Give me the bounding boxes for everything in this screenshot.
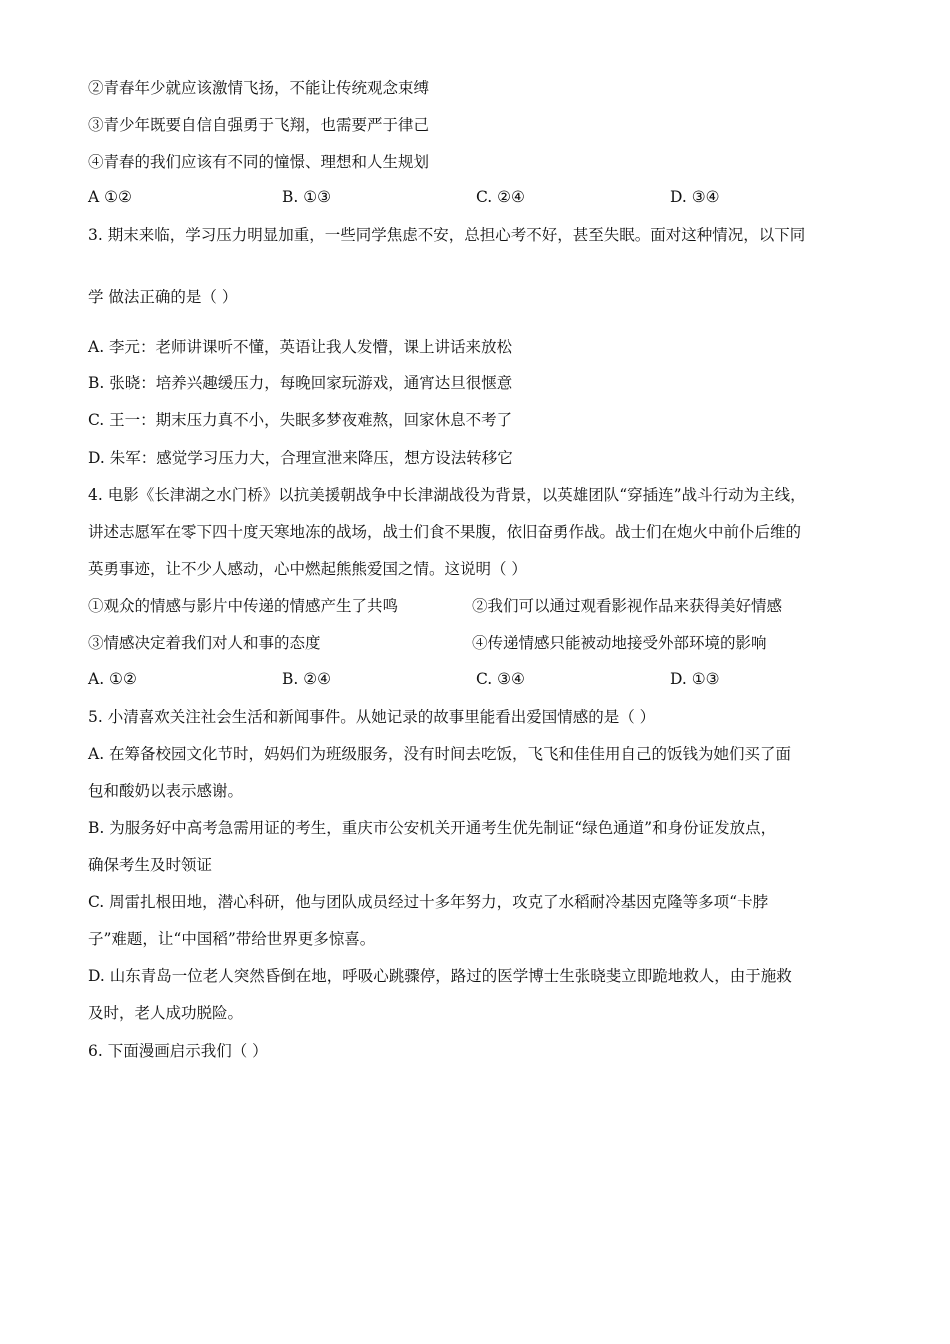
q5-option-b-line-2: 确保考生及时领证 [88, 856, 213, 874]
q5-stem: 5. 小清喜欢关注社会生活和新闻事件。从她记录的故事里能看出爱国情感的是（ ） [88, 708, 656, 726]
q3-option-b: B. 张晓：培养兴趣缓压力，每晚回家玩游戏，通宵达旦很惬意 [88, 374, 513, 392]
q4-option-d: D. ①③ [670, 670, 720, 688]
q4-item-2: ②我们可以通过观看影视作品来获得美好情感 [472, 597, 783, 615]
q5-option-d-line-1: D. 山东青岛一位老人突然昏倒在地，呼吸心跳骤停，路过的医学博士生张晓斐立即跪地救人，由于施救 [88, 967, 792, 985]
q2-option-d: D. ③④ [670, 188, 720, 206]
q5-option-b-line-1: B. 为服务好中高考急需用证的考生，重庆市公安机关开通考生优先制证“绿色通道”和身份证发放点， [88, 819, 777, 837]
q5-option-d-line-2: 及时，老人成功脱险。 [88, 1004, 244, 1022]
q4-option-a: A. ①② [88, 670, 137, 688]
q5-option-a-line-1: A. 在筹备校园文化节时，妈妈们为班级服务，没有时间去吃饭，飞飞和佳佳用自己的饭钱为她们买了面 [88, 745, 792, 763]
q4-stem-line-1: 4. 电影《长津湖之水门桥》以抗美援朝战争中长津湖战役为背景，以英雄团队“穿插连”战斗行动为主线， [88, 486, 806, 504]
q4-stem-line-2: 讲述志愿军在零下四十度天寒地冻的战场，战士们食不果腹，依旧奋勇作战。战士们在炮火中前仆后维的 [88, 523, 802, 541]
q2-option-a: A ①② [88, 188, 132, 206]
q3-option-a: A. 李元：老师讲课听不懂，英语让我人发懵，课上讲话来放松 [88, 338, 513, 356]
q2-item-3: ③青少年既要自信自强勇于飞翔，也需要严于律己 [88, 116, 430, 134]
q3-stem-line-2: 学 做法正确的是（ ） [88, 288, 238, 306]
q2-item-2: ②青春年少就应该激情飞扬，不能让传统观念束缚 [88, 79, 430, 97]
q3-option-d: D. 朱军：感觉学习压力大，合理宣泄来降压，想方设法转移它 [88, 449, 513, 467]
q4-option-b: B. ②④ [282, 670, 332, 688]
q5-option-c-line-2: 子”难题，让“中国稻”带给世界更多惊喜。 [88, 930, 376, 948]
q2-option-c: C. ②④ [476, 188, 525, 206]
q6-stem: 6. 下面漫画启示我们（ ） [88, 1042, 268, 1060]
q4-item-4: ④传递情感只能被动地接受外部环境的影响 [472, 634, 767, 652]
q4-item-1: ①观众的情感与影片中传递的情感产生了共鸣 [88, 597, 399, 615]
q2-option-b: B. ①③ [282, 188, 332, 206]
q5-option-a-line-2: 包和酸奶以表示感谢。 [88, 782, 244, 800]
q4-stem-line-3: 英勇事迹，让不少人感动，心中燃起熊熊爱国之情。这说明（ ） [88, 560, 527, 578]
q4-option-c: C. ③④ [476, 670, 525, 688]
q2-item-4: ④青春的我们应该有不同的憧憬、理想和人生规划 [88, 153, 430, 171]
q3-stem-line-1: 3. 期末来临，学习压力明显加重，一些同学焦虑不安，总担心考不好，甚至失眠。面对这种情况，以下同 [88, 226, 806, 244]
q4-item-3: ③情感决定着我们对人和事的态度 [88, 634, 321, 652]
q5-option-c-line-1: C. 周雷扎根田地，潜心科研，他与团队成员经过十多年努力，攻克了水稻耐冷基因克隆等多项“卡脖 [88, 893, 769, 911]
q3-option-c: C. 王一：期末压力真不小，失眠多梦夜难熬，回家休息不考了 [88, 411, 513, 429]
